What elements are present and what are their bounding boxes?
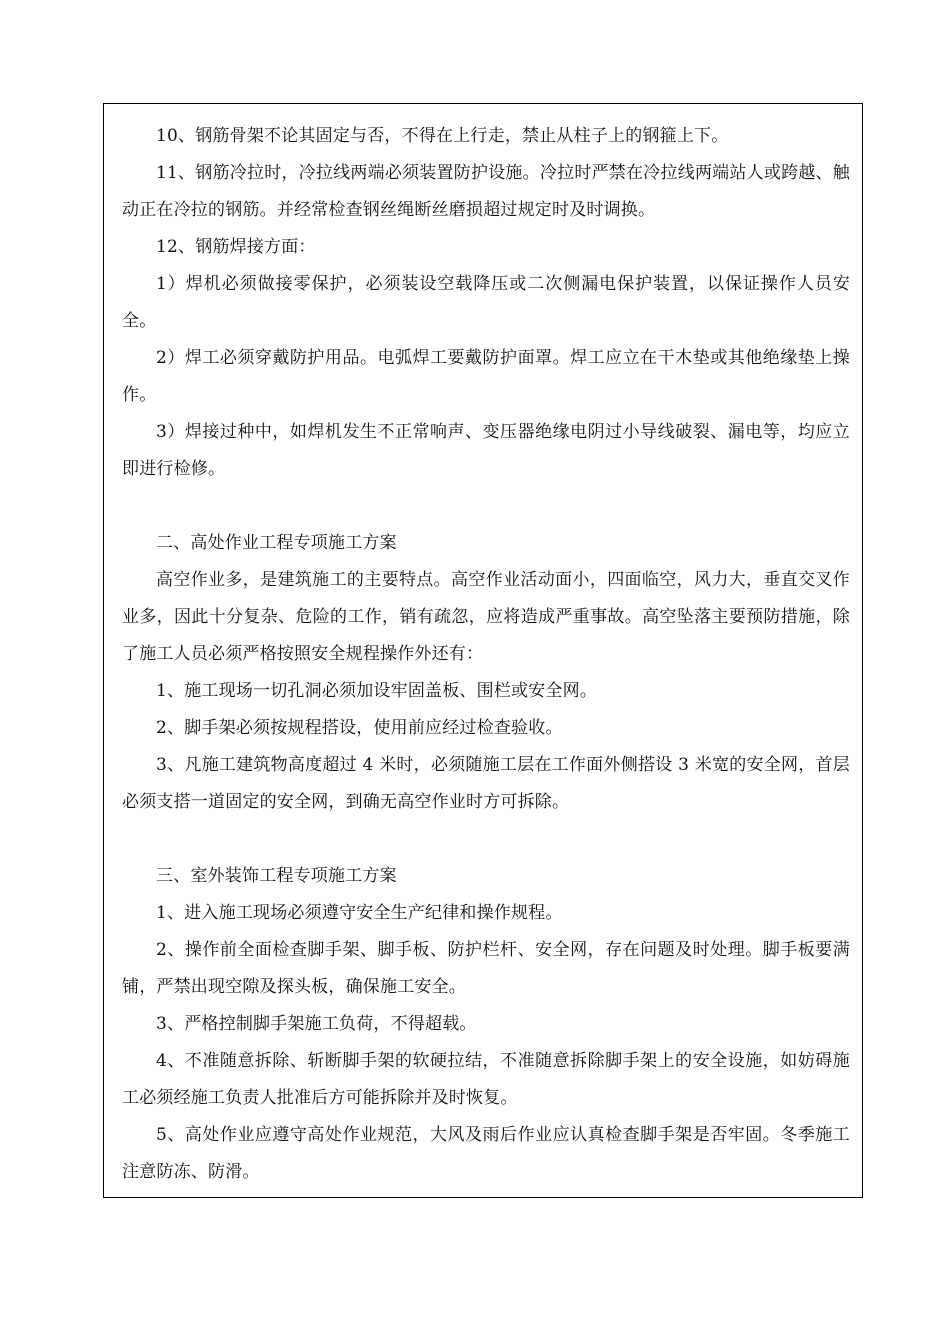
section-heading-2: 二、高处作业工程专项施工方案 bbox=[156, 533, 397, 553]
paragraph-rebar-11: 11、钢筋冷拉时，冷拉线两端必须装置防护设施。冷拉时严禁在冷拉线两端站人或跨越、触动正在冷拉的钢筋。并经常检查钢丝绳断丝磨损超过规定时及时调换。 bbox=[122, 163, 850, 220]
paragraph-welding-3: 3）焊接过种中，如焊机发生不正常响声、变压器绝缘电阴过小导线破裂、漏电等，均应立即进行检修。 bbox=[122, 422, 850, 479]
paragraph-rebar-12: 12、钢筋焊接方面： bbox=[156, 237, 316, 257]
document-body bbox=[122, 118, 850, 1191]
section-gap bbox=[122, 488, 850, 525]
paragraph-decor-2: 2、操作前全面检查脚手架、脚手板、防护栏杆、安全网，存在问题及时处理。脚手板要满铺，严禁出现空隙及探头板，确保施工安全。 bbox=[122, 940, 850, 997]
paragraph-rebar-10: 10、钢筋骨架不论其固定与否，不得在上行走，禁止从柱子上的钢箍上下。 bbox=[156, 126, 729, 146]
paragraph-decor-3: 3、严格控制脚手架施工负荷，不得超载。 bbox=[156, 1014, 477, 1034]
paragraph-height-2: 2、脚手架必须按规程搭设，使用前应经过检查验收。 bbox=[156, 718, 563, 738]
section-heading-3: 三、室外装饰工程专项施工方案 bbox=[156, 866, 397, 886]
document-frame bbox=[103, 103, 863, 1198]
paragraph-welding-2: 2）焊工必须穿戴防护用品。电弧焊工要戴防护面罩。焊工应立在干木垫或其他绝缘垫上操作。 bbox=[122, 348, 850, 405]
paragraph-height-3: 3、凡施工建筑物高度超过 4 米时，必须随施工层在工作面外侧搭设 3 米宽的安全网，首层必须支搭一道固定的安全网，到确无高空作业时方可拆除。 bbox=[122, 755, 850, 812]
paragraph-decor-4: 4、不准随意拆除、斩断脚手架的软硬拉结，不准随意拆除脚手架上的安全设施，如妨碍施工必须经施工负责人批准后方可能拆除并及时恢复。 bbox=[122, 1051, 850, 1108]
paragraph-decor-5: 5、高处作业应遵守高处作业规范，大风及雨后作业应认真检查脚手架是否牢固。冬季施工注意防冻、防滑。 bbox=[122, 1125, 850, 1182]
paragraph-decor-1: 1、进入施工现场必须遵守安全生产纪律和操作规程。 bbox=[156, 903, 563, 923]
paragraph-height-1: 1、施工现场一切孔洞必须加设牢固盖板、围栏或安全网。 bbox=[156, 681, 598, 701]
section-gap bbox=[122, 821, 850, 858]
paragraph-height-intro: 高空作业多，是建筑施工的主要特点。高空作业活动面小，四面临空，风力大，垂直交叉作业多，因此十分复杂、危险的工作，销有疏忽，应将造成严重事故。高空坠落主要预防措施，除了施工人员必须严格按照安全规程操作外还有： bbox=[122, 570, 850, 664]
paragraph-welding-1: 1）焊机必须做接零保护，必须装设空载降压或二次侧漏电保护装置，以保证操作人员安全。 bbox=[122, 274, 850, 331]
